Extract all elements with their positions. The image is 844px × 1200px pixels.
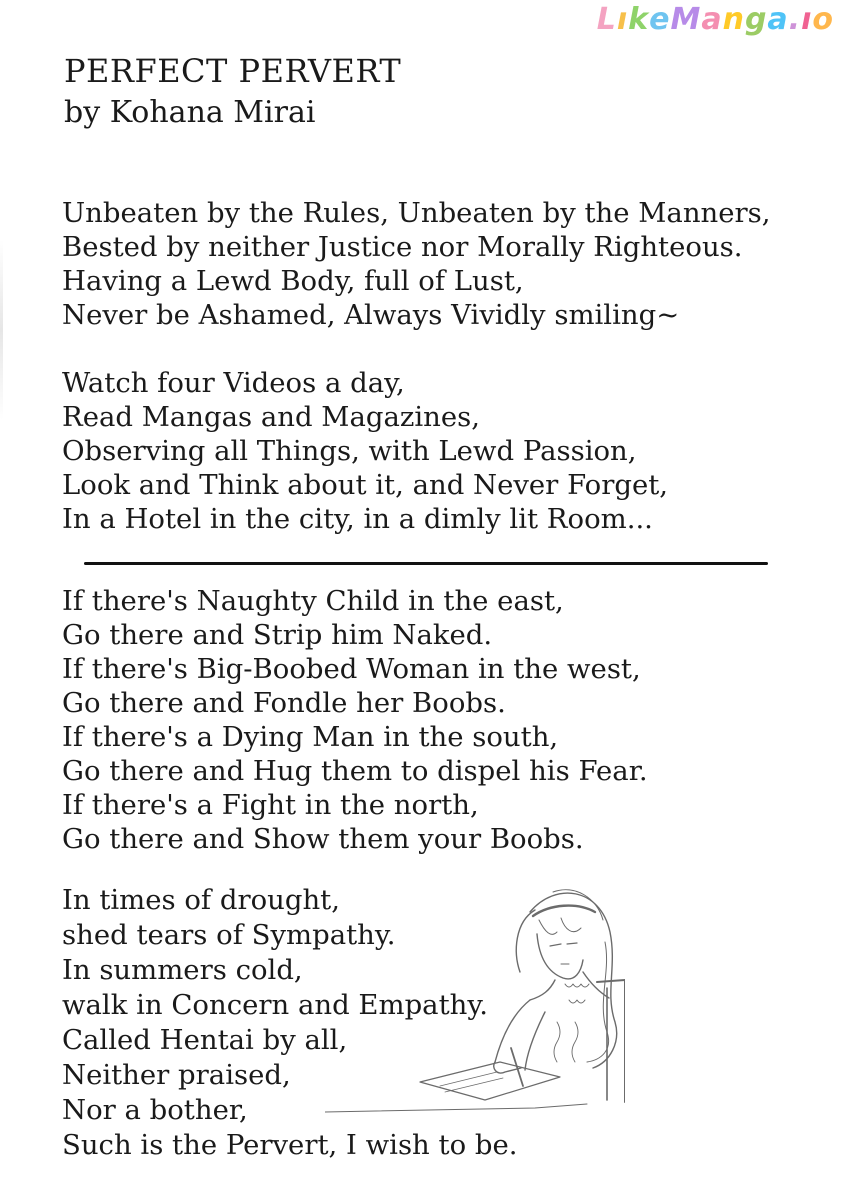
watermark-letter: g	[744, 2, 768, 37]
watermark-letter: a	[767, 2, 789, 37]
poem-line: Never be Ashamed, Always Vividly smiling~	[62, 299, 680, 331]
poem-author: by Kohana Mirai	[64, 95, 316, 130]
poem-line: In times of drought,	[62, 884, 340, 916]
poem-line: If there's Naughty Child in the east,	[62, 585, 564, 617]
poem-stanza-3	[62, 584, 648, 856]
poem-stanza-1	[62, 196, 771, 332]
poem-line: Observing all Things, with Lewd Passion,	[62, 435, 637, 467]
poem-line: Go there and Hug them to dispel his Fear.	[62, 755, 648, 787]
poem-line: Having a Lewd Body, full of Lust,	[62, 265, 524, 297]
site-watermark-logo	[597, 2, 834, 37]
watermark-letter: n	[722, 2, 745, 37]
poem-line: If there's a Fight in the north,	[62, 789, 479, 821]
poem-stanza-2	[62, 366, 668, 536]
watermark-letter: M	[670, 2, 702, 37]
poem-line: shed tears of Sympathy.	[62, 919, 396, 951]
watermark-letter: o	[812, 2, 834, 37]
poem-line: In a Hotel in the city, in a dimly lit Room...	[62, 503, 653, 535]
watermark-letter: .	[788, 2, 802, 37]
poem-title: PERFECT PERVERT	[64, 52, 402, 90]
watermark-letter: e	[649, 2, 671, 37]
poem-line: If there's Big-Boobed Woman in the west,	[62, 653, 641, 685]
poem-line: Nor a bother,	[62, 1094, 248, 1126]
poem-line: Bested by neither Justice nor Morally Righteous.	[62, 231, 743, 263]
poem-line: Go there and Fondle her Boobs.	[62, 687, 506, 719]
watermark-letter: L	[596, 2, 617, 37]
poem-line: Neither praised,	[62, 1059, 291, 1091]
watermark-letter: a	[701, 2, 723, 37]
poem-line: Called Hentai by all,	[62, 1024, 348, 1056]
poem-line: Go there and Strip him Naked.	[62, 619, 493, 651]
poem-line: In summers cold,	[62, 954, 303, 986]
section-divider	[84, 562, 768, 565]
girl-writing-sketch	[325, 872, 625, 1122]
watermark-letter: k	[628, 2, 650, 37]
watermark-letter: ı	[616, 2, 629, 37]
poem-line: If there's a Dying Man in the south,	[62, 721, 559, 753]
poem-line: Read Mangas and Magazines,	[62, 401, 480, 433]
watermark-letter: ı	[801, 2, 813, 37]
poem-line: walk in Concern and Empathy.	[62, 989, 488, 1021]
poem-line: Unbeaten by the Rules, Unbeaten by the Manners,	[62, 197, 771, 229]
poem-line: Watch four Videos a day,	[62, 367, 405, 399]
poem-line: Such is the Pervert, I wish to be.	[62, 1129, 518, 1161]
poem-line: Go there and Show them your Boobs.	[62, 823, 584, 855]
poem-line: Look and Think about it, and Never Forget,	[62, 469, 669, 501]
page-edge-shadow	[0, 240, 3, 420]
